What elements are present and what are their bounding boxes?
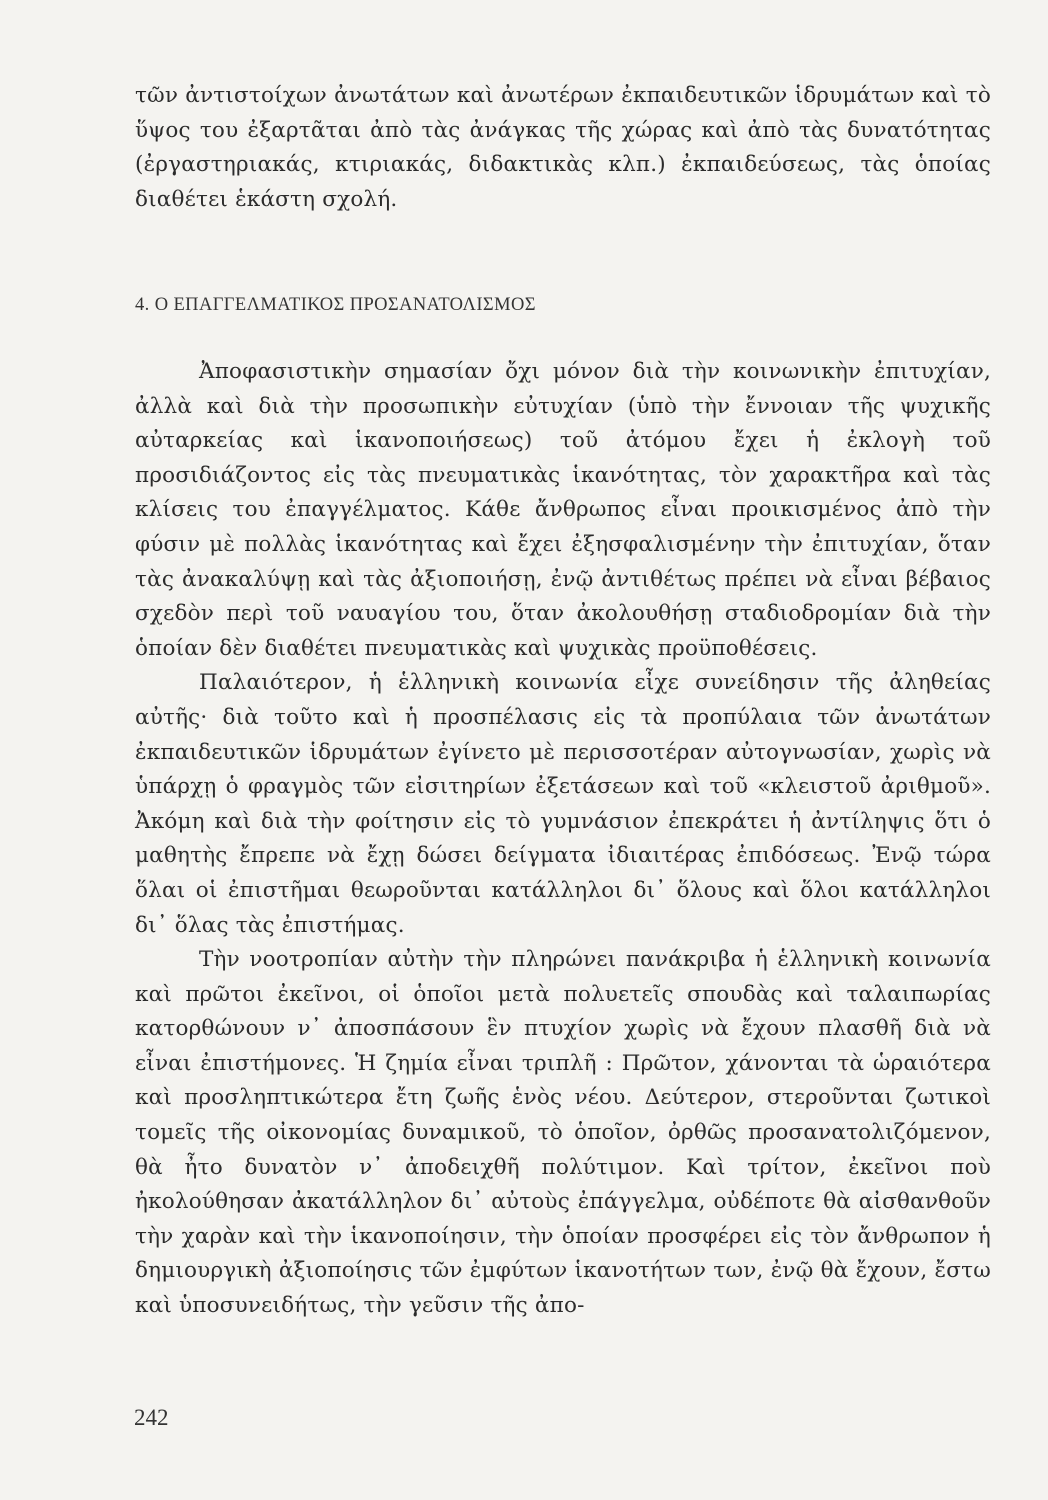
paragraph: Ἀποφασιστικὴν σημασίαν ὄχι μόνον διὰ τὴν κοινωνικὴν ἐπιτυχίαν, ἀλλὰ καὶ διὰ τὴν προσωπικὴν εὐτυχίαν (ὑπὸ τὴν ἔννοιαν τῆς ψυχικῆς αὐταρκείας καὶ ἱκανοποιήσεως) τοῦ ἀτόμου ἔχει ἡ ἐκλογὴ τοῦ προσιδιάζοντος εἰς τὰς πνευματικὰς ἱκανότητας, τὸν χαρακτῆρα καὶ τὰς κλίσεις του ἐπαγγέλματος. Κάθε ἄνθρωπος εἶναι προικισμένος ἀπὸ τὴν φύσιν μὲ πολλὰς ἱκανότητας καὶ ἔχει ἐξησφαλισμένην τὴν ἐπιτυχίαν, ὅταν τὰς ἀνακαλύψῃ καὶ τὰς ἀξιοποιήσῃ, ἐνῷ ἀντιθέτως πρέπει νὰ εἶναι βέβαιος σχεδὸν περὶ τοῦ ναυαγίου του, ὅταν ἀκολουθήσῃ σταδιοδρομίαν διὰ τὴν ὁποίαν δὲν διαθέτει πνευματικὰς καὶ ψυχικὰς προϋποθέσεις. — [135, 359, 991, 661]
section-heading: 4. Ο ΕΠΑΓΓΕΛΜΑΤΙΚΟΣ ΠΡΟΣΑΝΑΤΟΛΙΣΜΟΣ — [135, 295, 536, 315]
paragraph: Τὴν νοοτροπίαν αὐτὴν τὴν πληρώνει πανάκριβα ἡ ἑλληνικὴ κοινωνία καὶ πρῶτοι ἐκεῖνοι, οἱ ὁποῖοι μετὰ πολυετεῖς σπουδὰς καὶ ταλαιπωρίας κατορθώνουν ν᾿ ἀποσπάσουν ἓν πτυχίον χωρὶς νὰ ἔχουν πλασθῆ διὰ νὰ εἶναι ἐπιστήμονες. Ἡ ζημία εἶναι τριπλῆ : Πρῶτον, χάνονται τὰ ὡραιότερα καὶ προσληπτικώτερα ἔτη ζωῆς ἑνὸς νέου. Δεύτερον, στεροῦνται ζωτικοὶ τομεῖς τῆς οἰκονομίας δυναμικοῦ, τὸ ὁποῖον, ὀρθῶς προσανατολιζόμενον, θὰ ἦτο δυνατὸν ν᾿ ἀποδειχθῆ πολύτιμον. Καὶ τρίτον, ἐκεῖνοι ποὺ ἠκολούθησαν ἀκατάλληλον δι᾿ αὐτοὺς ἐπάγγελμα, οὐδέποτε θὰ αἰσθανθοῦν τὴν χαρὰν καὶ τὴν ἱκανοποίησιν, τὴν ὁποίαν προσφέρει εἰς τὸν ἄνθρωπον ἡ δημιουργικὴ ἀξιοποίησις τῶν ἐμφύτων ἱκανοτήτων των, ἐνῷ θὰ ἔχουν, ἔστω καὶ ὑποσυνειδήτως, τὴν γεῦσιν τῆς ἀπο- — [135, 947, 991, 1319]
intro-paragraph: τῶν ἀντιστοίχων ἀνωτάτων καὶ ἀνωτέρων ἐκπαιδευτικῶν ἱδρυμάτων καὶ τὸ ὕψος του ἐξαρτᾶται ἀπὸ τὰς ἀνάγκας τῆς χώρας καὶ ἀπὸ τὰς δυνατότητας (ἐργαστηριακάς, κτιριακάς, διδακτικὰς κλπ.) ἐκπαιδεύσεως, τὰς ὁποίας διαθέτει ἑκάστη σχολή. — [135, 83, 991, 212]
intro-text-block — [135, 79, 991, 217]
page-number: 242 — [134, 1405, 169, 1430]
section-body — [135, 355, 991, 1324]
paragraph: Παλαιότερον, ἡ ἑλληνικὴ κοινωνία εἶχε συνείδησιν τῆς ἀληθείας αὐτῆς· διὰ τοῦτο καὶ ἡ προσπέλασις εἰς τὰ προπύλαια τῶν ἀνωτάτων ἐκπαιδευτικῶν ἱδρυμάτων ἐγίνετο μὲ περισσοτέραν αὐτογνωσίαν, χωρὶς νὰ ὑπάρχῃ ὁ φραγμὸς τῶν εἰσιτηρίων ἐξετάσεων καὶ τοῦ «κλειστοῦ ἀριθμοῦ». Ἀκόμη καὶ διὰ τὴν φοίτησιν εἰς τὸ γυμνάσιον ἐπεκράτει ἡ ἀντίληψις ὅτι ὁ μαθητὴς ἔπρεπε νὰ ἔχῃ δώσει δείγματα ἰδιαιτέρας ἐπιδόσεως. Ἐνῷ τώρα ὅλαι οἱ ἐπιστῆμαι θεωροῦνται κατάλληλοι δι᾿ ὅλους καὶ ὅλοι κατάλληλοι δι᾿ ὅλας τὰς ἐπιστήμας. — [135, 670, 991, 938]
